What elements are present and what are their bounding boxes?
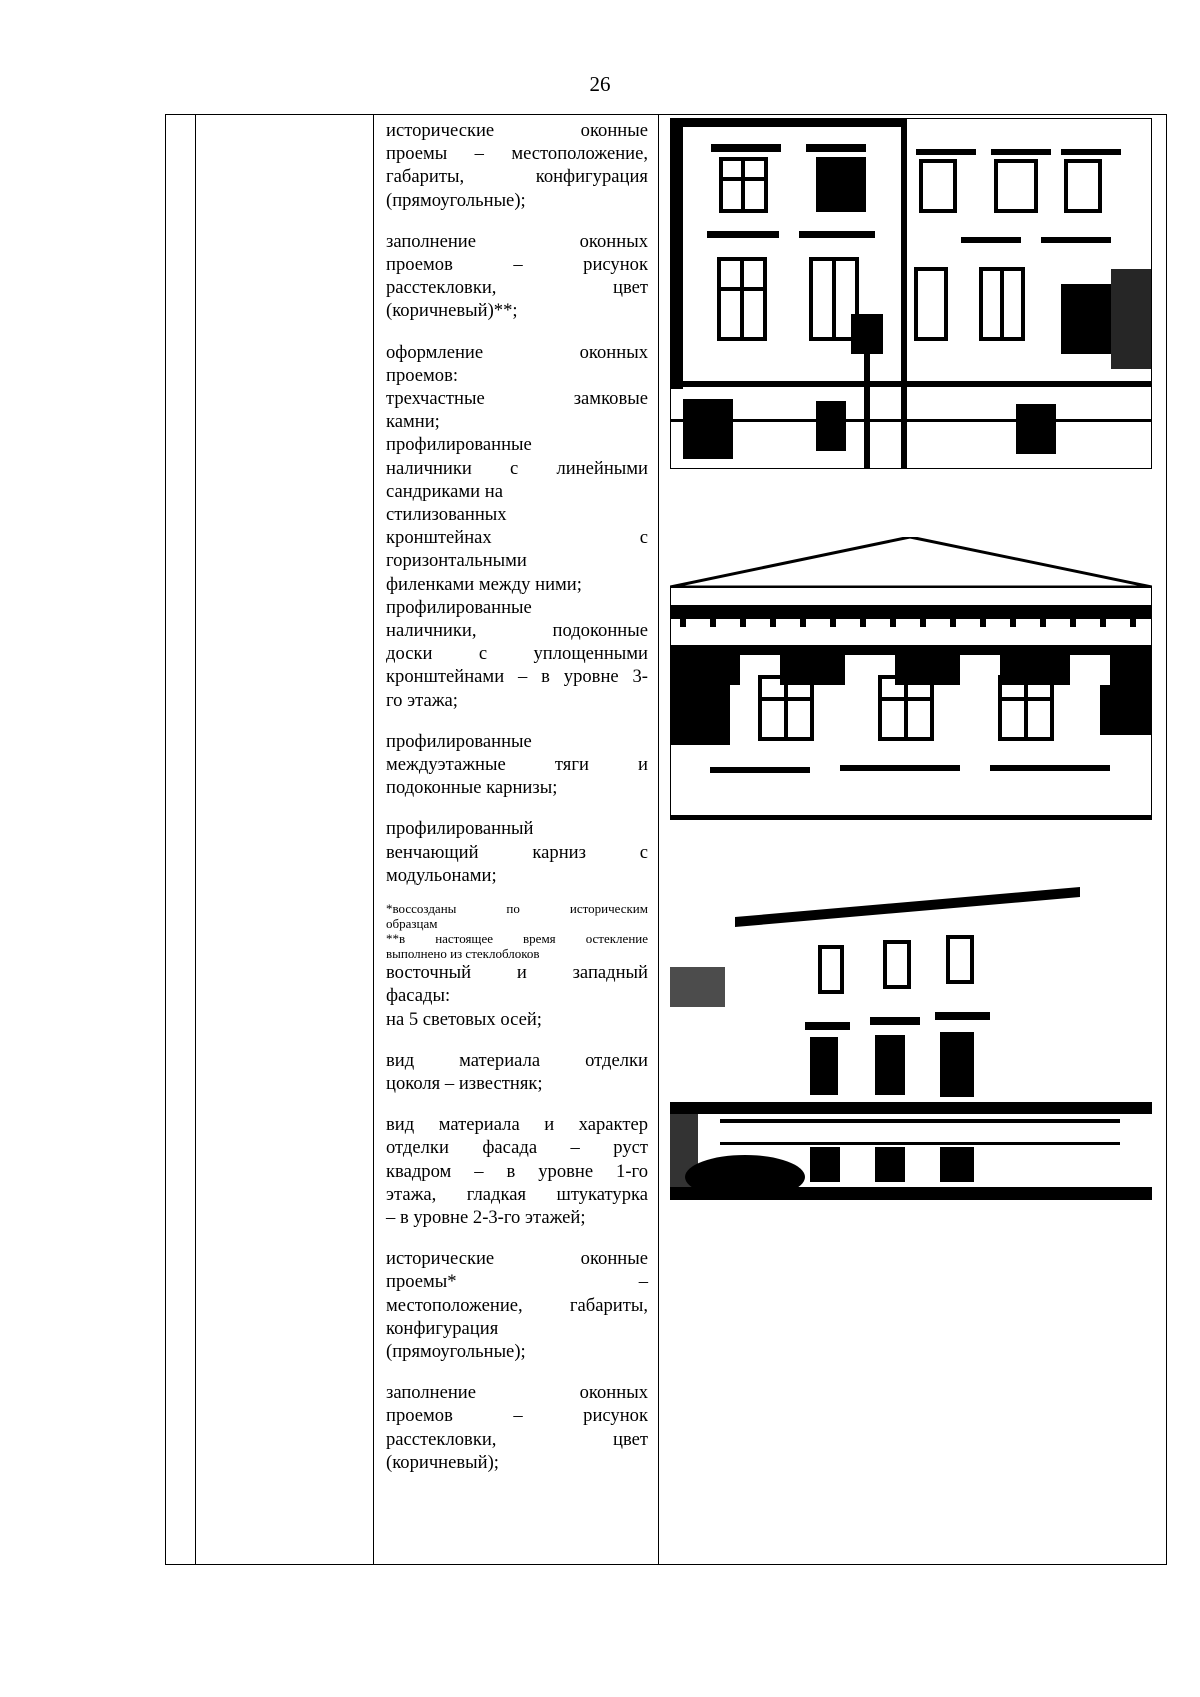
- text-line: подоконные карнизы;: [386, 777, 558, 799]
- paragraph-window-filling-2: [386, 1381, 648, 1474]
- facade-photo-2-image: [670, 537, 1152, 820]
- text-line: проемов – рисунок: [386, 1405, 648, 1427]
- text-line: заполнение оконных: [386, 230, 648, 252]
- document-table: [165, 114, 1167, 1565]
- text-line: вид материала отделки: [386, 1049, 648, 1071]
- paragraph-window-openings-2: [386, 1247, 648, 1363]
- paragraph-window-filling: [386, 230, 648, 323]
- text-line: (коричневый)**;: [386, 300, 518, 322]
- text-line: профилированный: [386, 818, 534, 840]
- footnote-glass-blocks: [386, 931, 648, 961]
- paragraph-belts: [386, 730, 648, 800]
- table-cell-photos: [659, 115, 1167, 1565]
- text-line: выполнено из стеклоблоков: [386, 946, 540, 962]
- text-line: квадром – в уровне 1-го: [386, 1160, 648, 1182]
- text-line: (прямоугольные);: [386, 189, 526, 211]
- text-line: филенками между ними;: [386, 573, 582, 595]
- text-line: (коричневый);: [386, 1451, 499, 1473]
- text-line: вид материала и характер: [386, 1114, 648, 1136]
- text-line: этажа, гладкая штукатурка: [386, 1183, 648, 1205]
- facade-photo-3-image: [670, 857, 1152, 1200]
- text-line: расстекловки, цвет: [386, 1428, 648, 1450]
- text-line: образцам: [386, 916, 438, 932]
- text-line: стилизованных: [386, 504, 507, 526]
- text-line: габариты, конфигурация: [386, 166, 648, 188]
- text-line: расстекловки, цвет: [386, 277, 648, 299]
- text-line: модульонами;: [386, 864, 497, 886]
- facade-photo-3: [670, 857, 1152, 1200]
- page-number: 26: [589, 72, 611, 96]
- text-line: кронштейнами – в уровне 3-: [386, 666, 648, 688]
- text-line: на 5 световых осей;: [386, 1008, 542, 1030]
- text-line: фасады:: [386, 985, 451, 1007]
- table-cell-description: [374, 115, 659, 1565]
- paragraph-window-decoration: [386, 341, 648, 712]
- text-line: исторические оконные: [386, 1248, 648, 1270]
- text-line: исторические оконные: [386, 120, 648, 141]
- facade-photo-1: [670, 118, 1152, 469]
- table-cell-number: [166, 115, 196, 1565]
- facade-photo-2: [670, 537, 1152, 820]
- paragraph-east-west-facades: [386, 961, 648, 1031]
- text-line: венчающий карниз с: [386, 841, 648, 863]
- text-line: **в настоящее время остекление: [386, 931, 648, 947]
- paragraph-facade-finish: [386, 1113, 648, 1229]
- text-line: отделки фасада – руст: [386, 1137, 648, 1159]
- text-line: заполнение оконных: [386, 1382, 648, 1404]
- text-line: восточный и западный: [386, 962, 648, 984]
- text-line: проемы – местоположение,: [386, 143, 648, 165]
- text-line: оформление оконных: [386, 341, 648, 363]
- text-line: (прямоугольные);: [386, 1340, 526, 1362]
- text-line: *воссозданы по историческим: [386, 901, 648, 917]
- text-line: профилированные: [386, 434, 532, 456]
- text-line: профилированные: [386, 730, 532, 752]
- footnote-reconstructed: [386, 901, 648, 931]
- text-line: го этажа;: [386, 689, 458, 711]
- text-line: местоположение, габариты,: [386, 1294, 648, 1316]
- text-line: профилированные: [386, 596, 532, 618]
- text-line: проемов:: [386, 364, 459, 386]
- text-line: конфигурация: [386, 1317, 499, 1339]
- paragraph-plinth: [386, 1049, 648, 1095]
- text-line: – в уровне 2-3-го этажей;: [386, 1206, 586, 1228]
- paragraph-cornice: [386, 817, 648, 887]
- text-line: наличники, подоконные: [386, 620, 648, 642]
- paragraph-window-openings: [386, 119, 648, 212]
- text-line: трехчастные замковые: [386, 388, 648, 410]
- text-line: камни;: [386, 411, 440, 433]
- table-cell-object: [196, 115, 374, 1565]
- text-line: сандриками на: [386, 480, 503, 502]
- text-line: цоколя – известняк;: [386, 1072, 543, 1094]
- facade-photo-1-image: [671, 119, 1151, 468]
- text-line: проемов – рисунок: [386, 254, 648, 276]
- text-line: проемы* –: [386, 1271, 648, 1293]
- text-line: кронштейнах с: [386, 527, 648, 549]
- text-line: наличники с линейными: [386, 457, 648, 479]
- text-line: междуэтажные тяги и: [386, 754, 648, 776]
- text-line: доски с уплощенными: [386, 643, 648, 665]
- text-line: горизонтальными: [386, 550, 527, 572]
